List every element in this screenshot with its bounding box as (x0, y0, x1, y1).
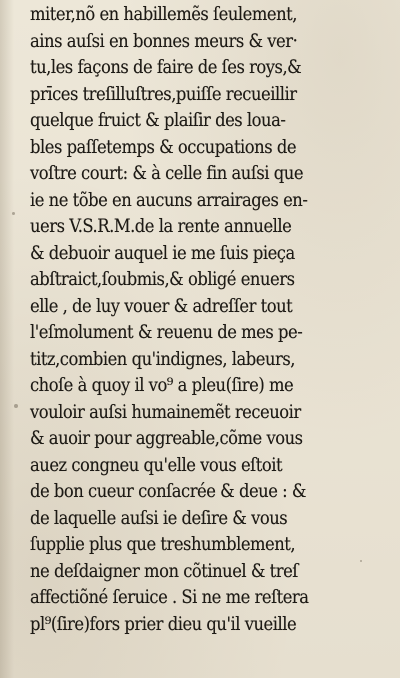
text-line: affectiõné ſeruice . Si ne me reſtera (30, 587, 309, 608)
text-line: & auoir pour aggreable,cõme vous (30, 428, 303, 449)
text-line: ne deſdaigner mon cõtinuel & treſ (30, 560, 298, 582)
text-line: miter,nõ en habillemẽs ſeulement, (30, 4, 297, 25)
text-line: choſe à quoy il vo⁹ a pleu(ſire) me (30, 375, 294, 396)
body-text (30, 2, 340, 638)
text-line: pl⁹(ſire)fors prier dieu qu'il vueille (30, 613, 297, 635)
text-line: titz,combien qu'indignes, labeurs, (30, 348, 296, 370)
text-line: ſupplie plus que treshumblement, (30, 534, 296, 555)
text-line: elle , de luy vouer & adreſſer tout (30, 295, 293, 317)
text-line: abſtraict,ſoubmis,& obligé enuers (30, 269, 295, 290)
text-line: ie ne tõbe en aucuns arrairages en- (30, 189, 308, 211)
paper-speck (360, 560, 362, 562)
text-line: vouloir auſsi humainemẽt receuoir (30, 401, 301, 423)
text-line: auez congneu qu'elle vous eſtoit (30, 454, 283, 476)
paper-speck (14, 404, 18, 408)
text-line: voſtre court: & à celle fin auſsi que (30, 163, 304, 184)
text-line: prīces treſilluſtres,puiſſe recueillir (30, 83, 297, 105)
text-line: de bon cueur conſacrée & deue : & (30, 481, 306, 502)
paper-speck (12, 212, 15, 215)
page-gutter-shadow (0, 0, 14, 678)
text-line: ains auſsi en bonnes meurs & ver· (30, 30, 298, 52)
text-line: quelque fruict & plaiſir des loua- (30, 110, 286, 131)
text-line: bles paſſetemps & occupations de (30, 136, 297, 158)
text-line: tu,les façons de faire de ſes roys,& (30, 57, 302, 78)
text-line: l'eſmolument & reuenu de mes pe- (30, 322, 303, 343)
text-line: & debuoir auquel ie me ſuis pieça (30, 242, 295, 264)
text-line: de laquelle auſsi ie deſire & vous (30, 507, 288, 529)
text-line: uers V.S.R.M.de la rente annuelle (30, 216, 292, 237)
